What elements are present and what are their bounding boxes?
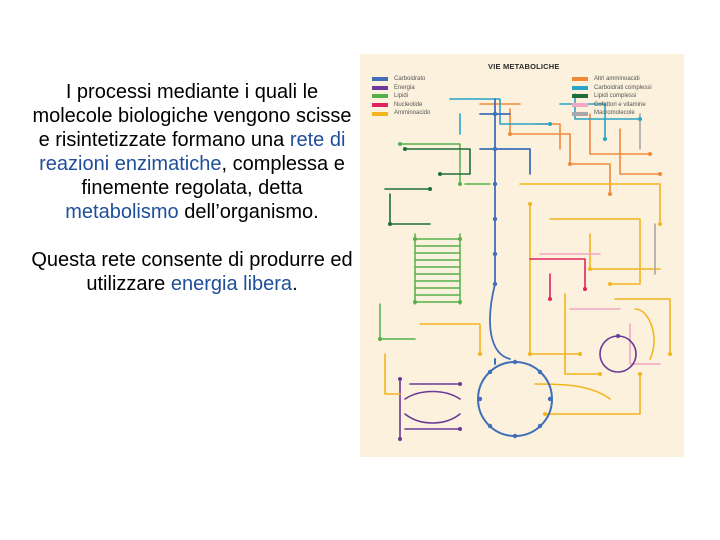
legend-label: Lipidi complessi	[594, 93, 637, 100]
legend-swatch	[372, 86, 388, 90]
highlight-free-energy: energia libera	[170, 273, 293, 295]
pathway-lipids	[380, 144, 490, 339]
legend-label: Lipidi	[394, 93, 409, 100]
legend-item	[372, 75, 430, 84]
legend-label: Macromolecole	[594, 110, 635, 117]
pathway-nucleotides	[530, 259, 585, 299]
text-segment: dell’organismo.	[178, 201, 319, 223]
legend-swatch	[372, 112, 388, 116]
legend-item	[572, 101, 652, 110]
legend-label: Cofattori e vitamine	[594, 101, 646, 108]
legend-left	[372, 75, 430, 118]
text-segment: I processi mediante i quali le molecole biologiche vengono scisse e risintetizzate formano una	[32, 81, 352, 151]
legend-swatch	[372, 77, 388, 81]
legend-swatch	[572, 112, 588, 116]
legend-item	[572, 92, 652, 101]
legend-swatch	[372, 103, 388, 107]
pathway-macromolecules	[640, 114, 655, 274]
text-segment: .	[292, 273, 298, 295]
legend-item	[372, 92, 430, 101]
legend-label: Carboidrato	[394, 76, 426, 82]
body-text	[26, 80, 358, 296]
pathway-energy	[400, 379, 460, 439]
legend-swatch	[572, 86, 588, 90]
legend-label: Altri amminoacidi	[594, 76, 640, 82]
legend-label: Nucleotide	[394, 101, 423, 108]
legend-swatch	[572, 103, 588, 107]
legend-label: Carboidrati complessi	[594, 84, 652, 91]
paragraph-metabolism	[26, 80, 358, 224]
legend-label: Amminoacido	[394, 110, 431, 117]
legend-item	[372, 101, 430, 110]
legend-item	[572, 75, 652, 84]
legend-item	[572, 109, 652, 118]
legend-right	[572, 75, 652, 118]
pathway-complex-lipids	[385, 149, 470, 224]
legend-label: Energia	[394, 84, 415, 91]
pathway-carbohydrate	[480, 99, 530, 359]
pathway-cofactors	[540, 254, 660, 364]
highlight-enzymatic-network: rete di reazioni enzimatiche	[39, 129, 346, 175]
legend-swatch	[572, 77, 588, 81]
legend-item	[372, 84, 430, 93]
metabolic-pathways-figure	[360, 54, 684, 457]
legend-swatch	[572, 94, 588, 98]
text-segment: Questa rete consente di produrre ed utilizzare	[31, 249, 353, 295]
pathway-amino-acids	[385, 184, 670, 414]
highlight-metabolism: metabolismo	[65, 201, 179, 223]
text-segment: , complessa e finemente regolata, detta	[81, 153, 345, 199]
legend-swatch	[372, 94, 388, 98]
figure-title: VIE METABOLICHE	[488, 62, 560, 71]
legend-item	[372, 109, 430, 118]
paragraph-energy	[26, 248, 358, 296]
legend-item	[572, 84, 652, 93]
